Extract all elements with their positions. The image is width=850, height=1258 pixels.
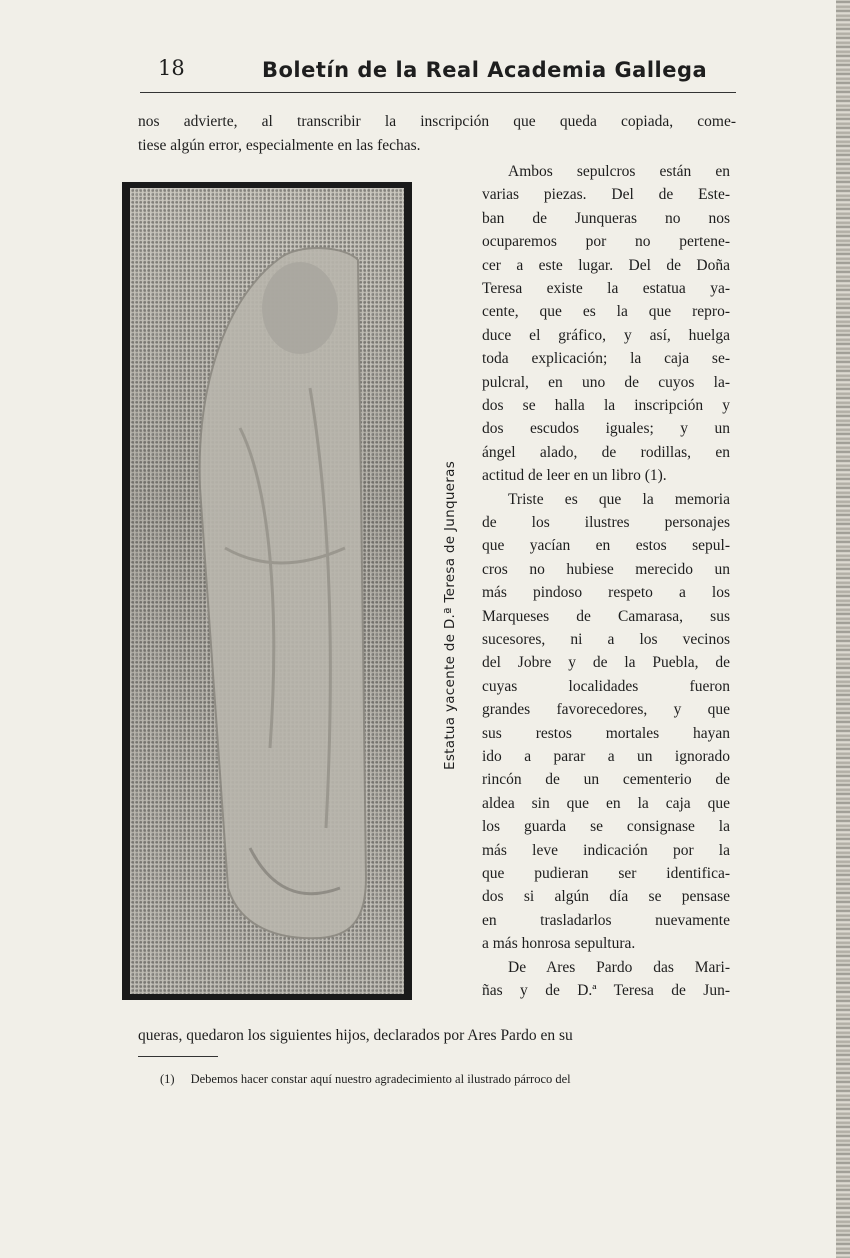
page-header: [140, 56, 736, 93]
column-line: a más honrosa sepultura.: [482, 935, 636, 953]
column-line: pulcral, en uno de cuyos la-: [482, 373, 730, 391]
column-line: dos escudos iguales; y un: [482, 420, 730, 438]
statue-photo: [130, 188, 404, 994]
footnote: [160, 1070, 725, 1088]
column-line: actitud de leer en un libro (1).: [482, 467, 667, 485]
column-line: aldea sin que en la caja que: [482, 794, 730, 812]
figure-caption: Estatua yacente de D.ª Teresa de Junqueras: [442, 460, 458, 770]
column-line: más leve indicación por la: [482, 841, 730, 859]
column-line: Marqueses de Camarasa, sus: [482, 607, 730, 625]
statue-figure: [122, 182, 412, 1000]
column-line: que yacían en estos sepul-: [482, 537, 730, 555]
column-line: ocuparemos por no pertene-: [482, 233, 730, 251]
column-line: cros no hubiese merecido un: [482, 560, 730, 578]
column-line: cer a este lugar. Del de Doña: [482, 256, 730, 274]
column-line: ban de Junqueras no nos: [482, 209, 730, 227]
column-line: rincón de un cementerio de: [482, 771, 730, 789]
column-line: cente, que es la que repro-: [482, 303, 730, 321]
footnote-text: Debemos hacer constar aquí nuestro agradecimiento al ilustrado párroco del: [190, 1072, 571, 1086]
column-line: más pindoso respeto a los: [482, 584, 730, 602]
column-line: grandes favorecedores, y que: [482, 701, 730, 719]
column-line: Teresa existe la estatua ya-: [482, 280, 730, 297]
column-line: sus restos mortales hayan: [482, 724, 730, 742]
column-line: Triste es que la memoria: [508, 490, 730, 508]
column-line: ido a parar a un ignorado: [482, 748, 730, 765]
footnote-rule: [138, 1056, 218, 1057]
column-line: que pudieran ser identifica-: [482, 865, 730, 882]
column-line: toda explicación; la caja se-: [482, 350, 730, 368]
column-line: cuyas localidades fueron: [482, 677, 730, 695]
column-line: en trasladarlos nuevamente: [482, 911, 730, 929]
column-line: varias piezas. Del de Este-: [482, 186, 730, 204]
column-line: de los ilustres personajes: [482, 514, 730, 531]
page-edge: [836, 0, 850, 1258]
column-line: dos si algún día se pensase: [482, 888, 730, 906]
column-line: del Jobre y de la Puebla, de: [482, 654, 730, 672]
column-line: ángel alado, de rodillas, en: [482, 443, 730, 461]
intro-line: nos advierte, al transcribir la inscripción que queda copiada, come-: [138, 113, 736, 130]
statue-illustration: [130, 188, 404, 994]
column-line: duce el gráfico, y así, huelga: [482, 326, 730, 344]
column-line: Ambos sepulcros están en: [508, 163, 730, 180]
column-line: ñas y de D.ª Teresa de Jun-: [482, 982, 730, 999]
page-number: 18: [158, 56, 185, 80]
column-line: De Ares Pardo das Mari-: [508, 958, 730, 976]
footnote-marker: (1): [160, 1072, 175, 1086]
intro-line: tiese algún error, especialmente en las fechas.: [138, 137, 421, 154]
column-line: sucesores, ni a los vecinos: [482, 631, 730, 648]
closing-line: queras, quedaron los siguientes hijos, declarados por Ares Pardo en su: [138, 1027, 573, 1044]
column-line: dos se halla la inscripción y: [482, 397, 730, 414]
running-title: Boletín de la Real Academia Gallega: [262, 58, 708, 82]
column-line: los guarda se consignase la: [482, 818, 730, 836]
